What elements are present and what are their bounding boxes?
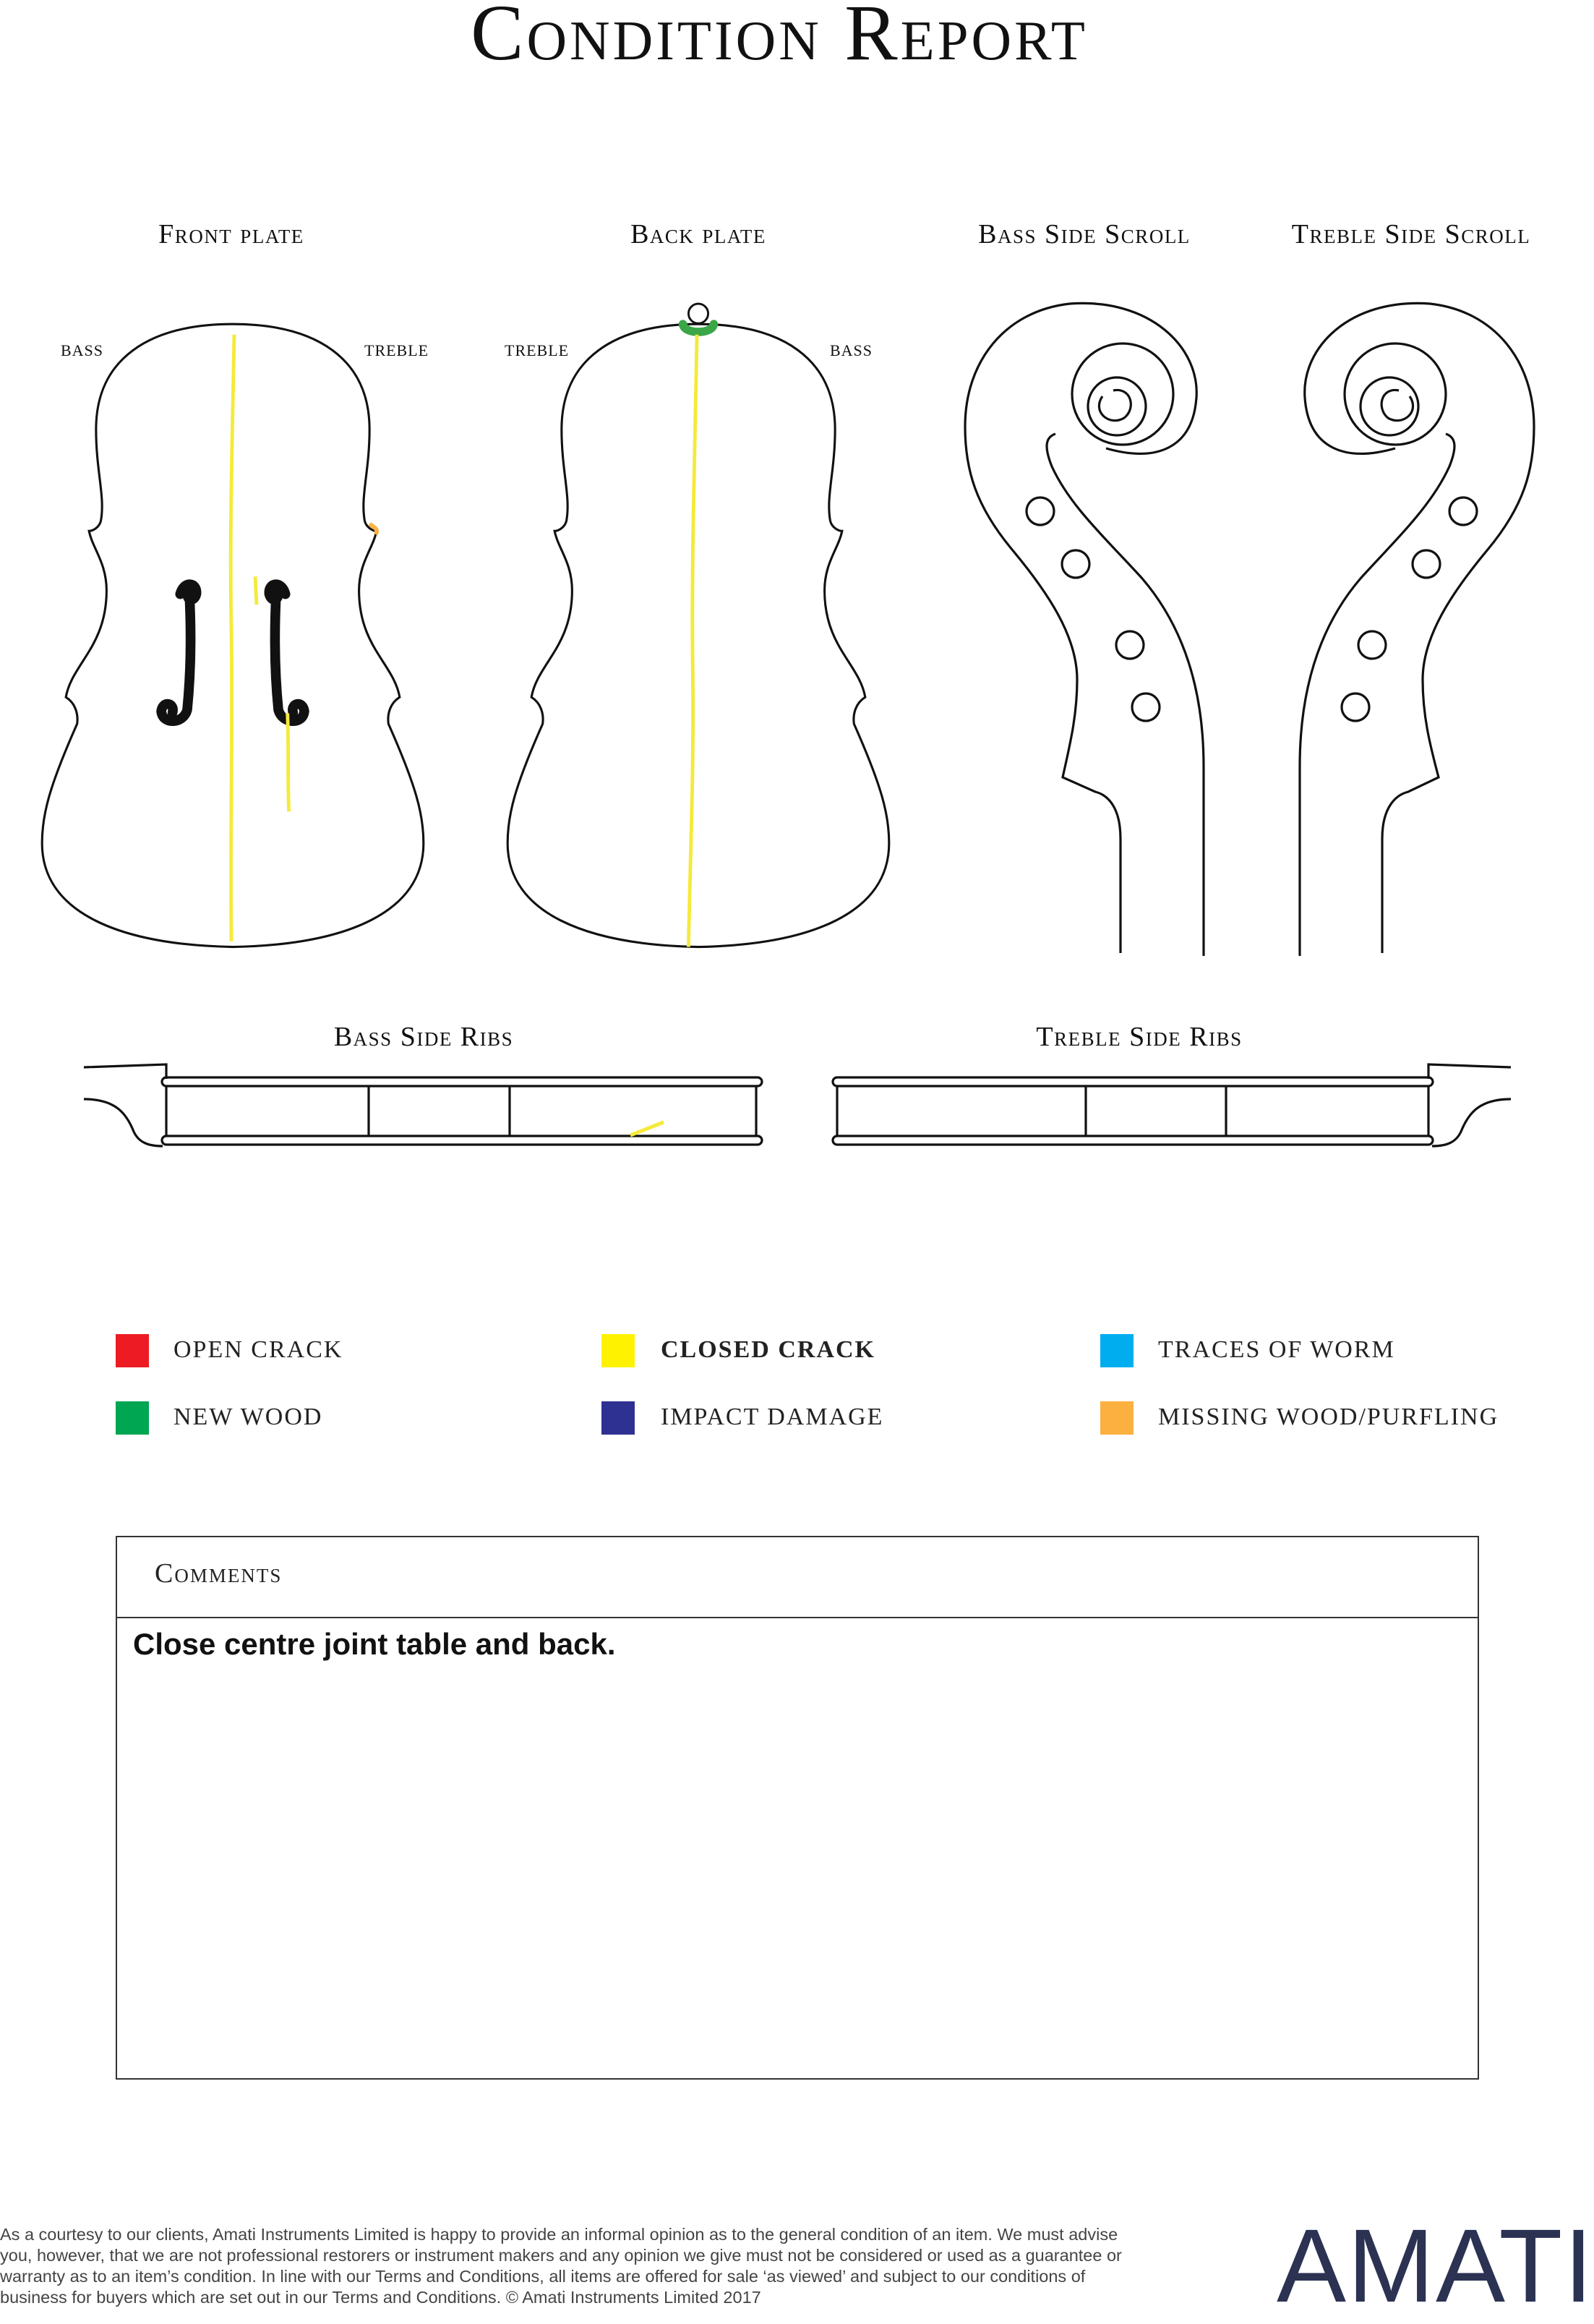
front-plate-diagram	[42, 324, 424, 947]
front-closed-crack-small	[255, 576, 257, 605]
legend-label-new-wood: NEW WOOD	[173, 1404, 323, 1430]
front-closed-crack	[231, 335, 234, 941]
treble-side-ribs-label: Treble Side Ribs	[1036, 1022, 1243, 1052]
comments-header	[117, 1537, 1478, 1618]
legend-swatch-missing-wood-purfling	[1100, 1401, 1134, 1435]
front-treble-side-label: TREBLE	[364, 341, 429, 359]
legend-label-missing-wood-purfling: MISSING WOOD/PURFLING	[1158, 1404, 1499, 1430]
treble-f-hole	[269, 584, 304, 721]
legend-swatch-impact-damage	[601, 1401, 635, 1435]
bass-side-ribs-label: Bass Side Ribs	[333, 1022, 514, 1052]
legend-label-closed-crack: CLOSED CRACK	[661, 1336, 875, 1363]
legend-label-open-crack: OPEN CRACK	[173, 1336, 343, 1363]
back-new-wood	[683, 324, 714, 332]
back-closed-crack	[688, 335, 697, 947]
legend-label-impact-damage: IMPACT DAMAGE	[661, 1404, 884, 1430]
legend-swatch-closed-crack	[601, 1334, 635, 1367]
treble-side-ribs-diagram	[833, 1064, 1511, 1146]
disclaimer-text: As a courtesy to our clients, Amati Instruments Limited is happy to provide an informal opinion as to the general condition of an item. We must advise you, however, that we are not professional restorers or instrument makers and any opinion we give must not be considered or used as a guarantee or warranty as to an item’s condition. In line with our Terms and Conditions, all items are offered for sale ‘as viewed’ and subject to our conditions of business for buyers which are set out in our Terms and Conditions. © Amati Instruments Limited 2017	[0, 2225, 1122, 2307]
treble-side-scroll-label: Treble Side Scroll	[1291, 219, 1531, 249]
bass-side-ribs-diagram	[84, 1064, 762, 1146]
legend-swatch-traces-of-worm	[1100, 1334, 1134, 1367]
comments-box	[116, 1536, 1479, 2080]
bass-side-scroll-diagram	[965, 303, 1204, 956]
amati-logo: AMATI	[1277, 2208, 1594, 2324]
front-closed-crack-treble	[288, 714, 289, 812]
back-treble-side-label: TREBLE	[505, 341, 570, 359]
legend-label-traces-of-worm: TRACES OF WORM	[1158, 1336, 1395, 1363]
back-button	[688, 304, 708, 323]
page-title: Condition Report	[471, 0, 1088, 77]
bass-side-scroll-label: Bass Side Scroll	[978, 219, 1191, 249]
back-bass-side-label: BASS	[830, 341, 873, 359]
comments-heading: Comments	[155, 1558, 283, 1589]
rib-closed-crack	[630, 1122, 664, 1135]
legend-swatch-new-wood	[116, 1401, 149, 1435]
bass-f-hole	[161, 584, 197, 721]
legend-swatch-open-crack	[116, 1334, 149, 1367]
front-bass-side-label: BASS	[61, 341, 104, 359]
back-plate-diagram	[507, 304, 889, 947]
front-plate-label: Front plate	[158, 219, 304, 249]
treble-side-scroll-diagram	[1300, 303, 1534, 956]
comments-text: Close centre joint table and back.	[133, 1627, 616, 1661]
back-plate-label: Back plate	[630, 219, 766, 249]
